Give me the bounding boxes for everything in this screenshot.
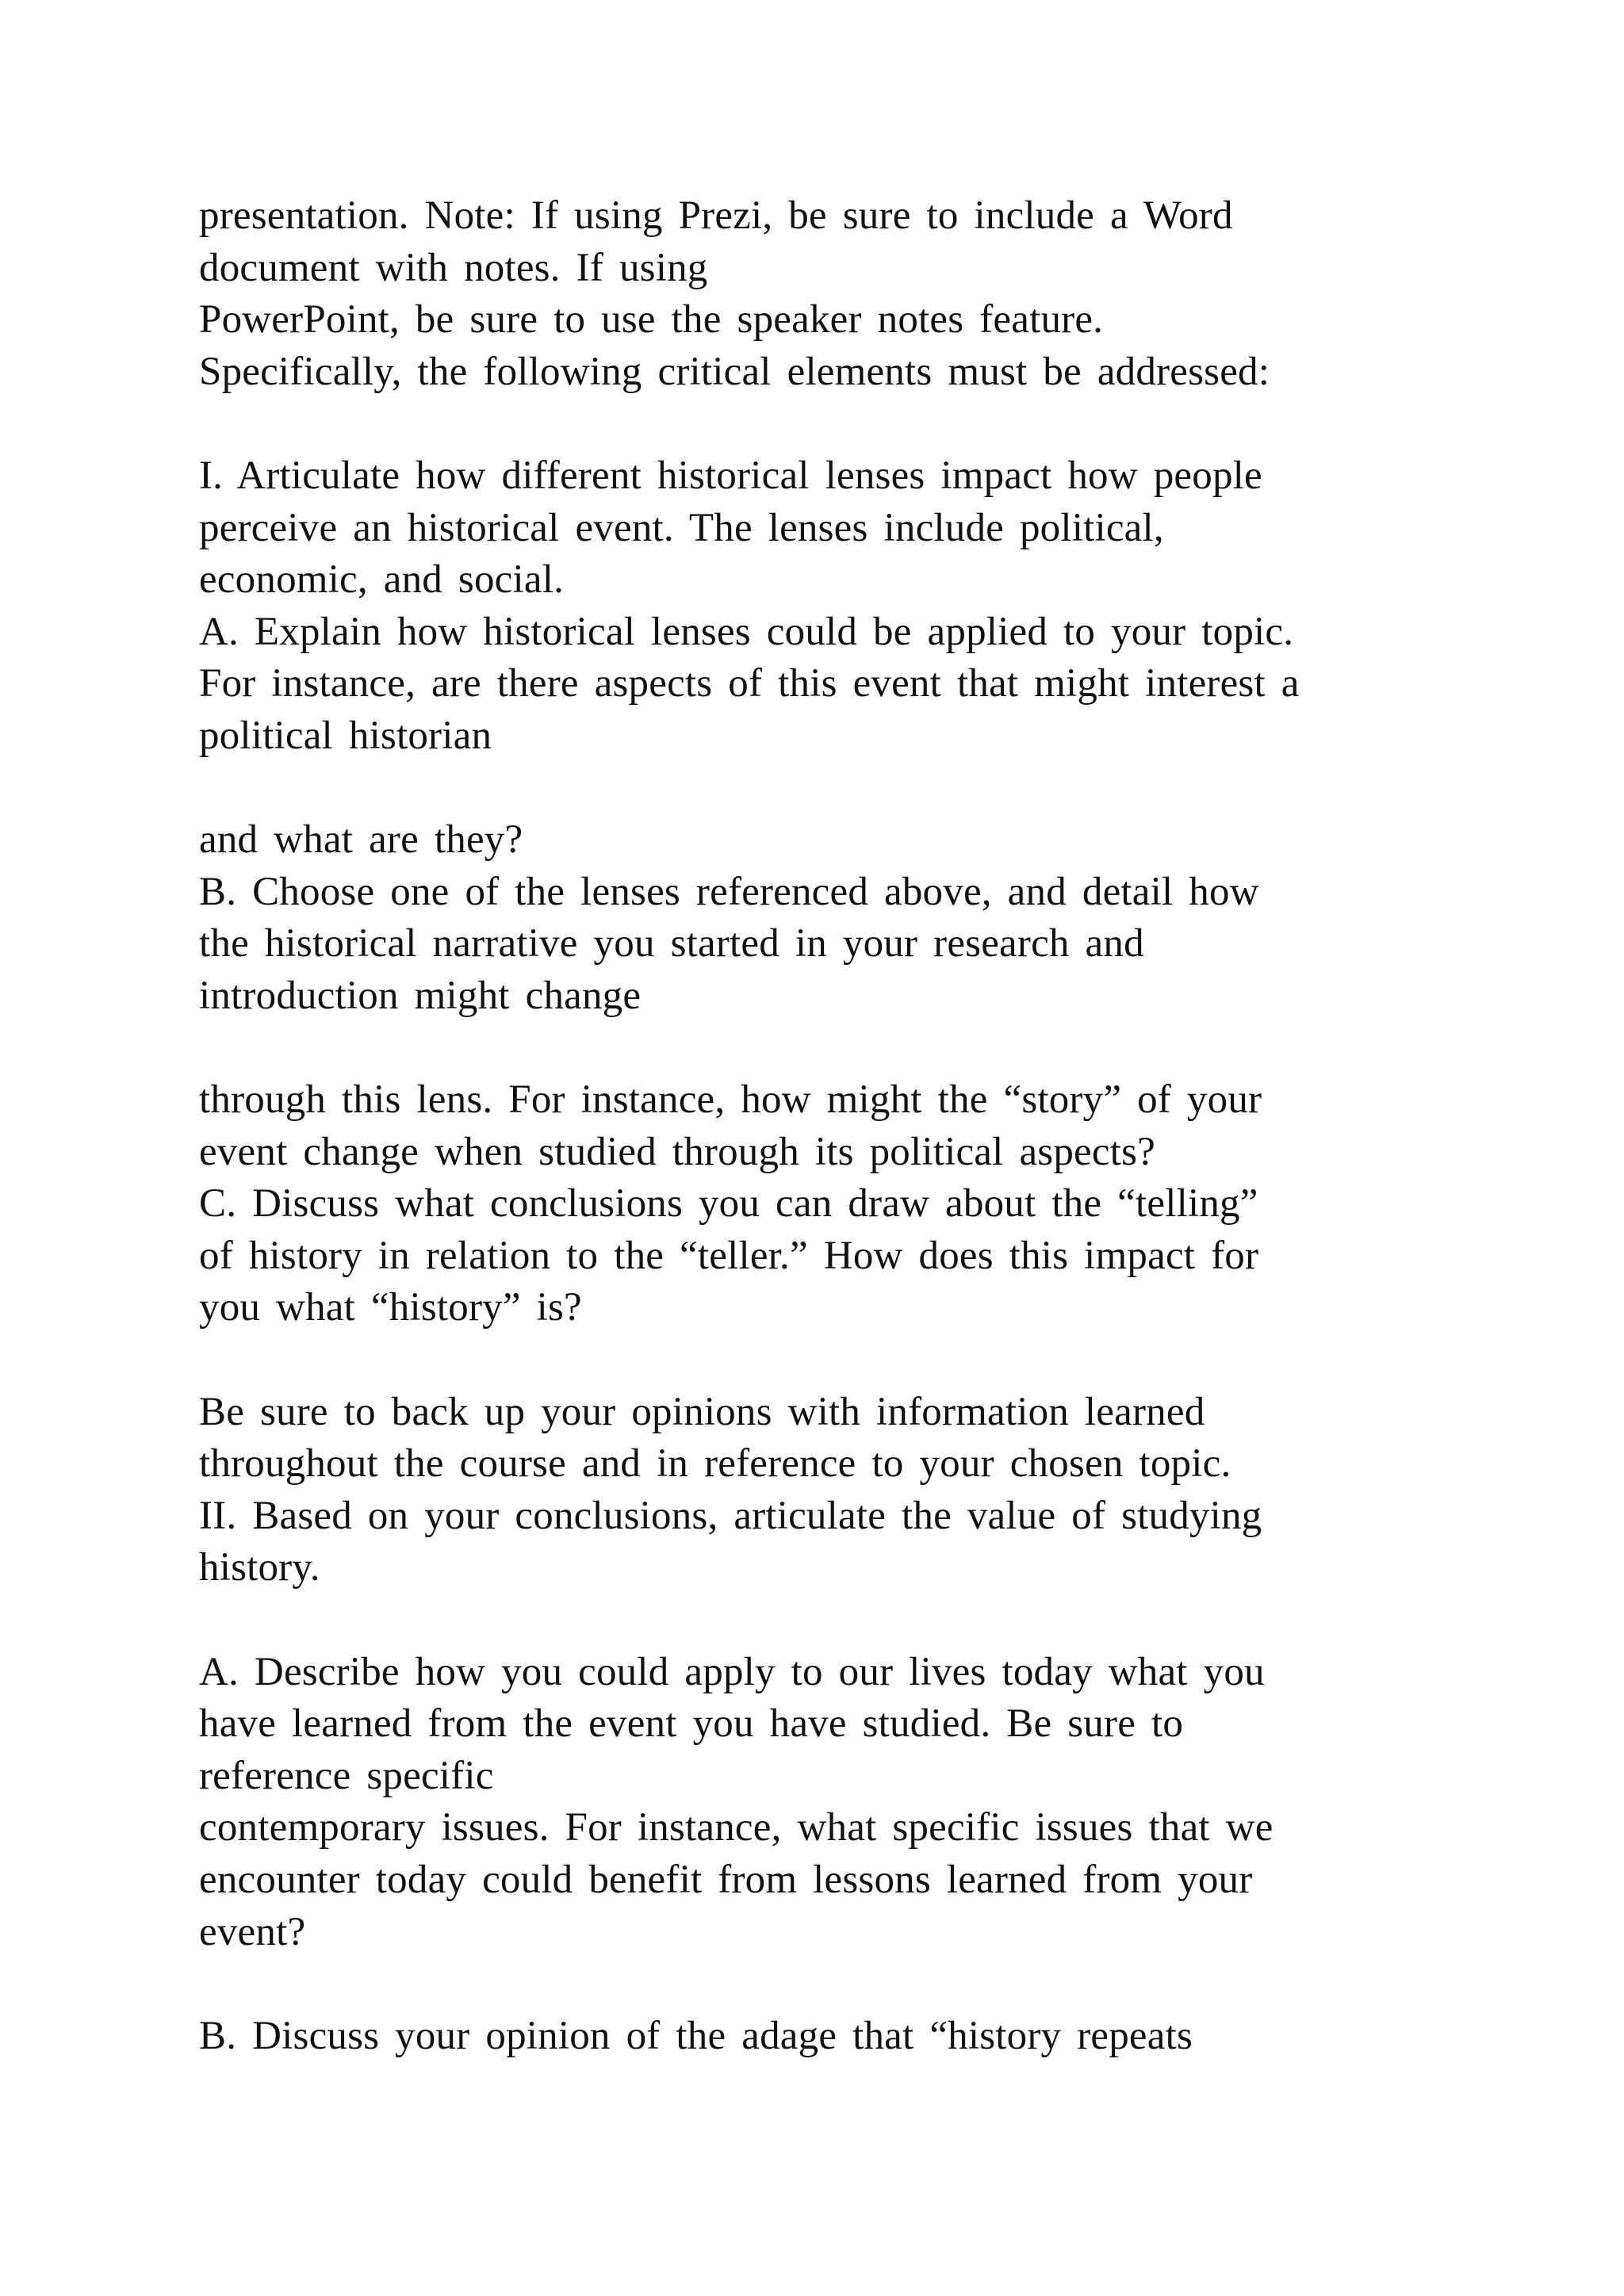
text-line: document with notes. If using xyxy=(199,245,708,290)
text-line: I. Articulate how different historical lenses impact how people xyxy=(199,453,1262,498)
text-line: A. Describe how you could apply to our lives today what you xyxy=(199,1649,1265,1694)
text-line: Be sure to back up your opinions with information learned xyxy=(199,1389,1205,1434)
blank-line xyxy=(199,1334,1507,1387)
blank-line xyxy=(199,1023,1507,1075)
text-line: of history in relation to the “teller.” How does this impact for xyxy=(199,1233,1259,1278)
text-line: and what are they? xyxy=(199,817,523,863)
text-line: you what “history” is? xyxy=(199,1285,582,1330)
text-line: the historical narrative you started in your research and xyxy=(199,921,1144,966)
blank-line xyxy=(199,1958,1507,2011)
text-line: PowerPoint, be sure to use the speaker notes feature. xyxy=(199,297,1104,342)
text-line: contemporary issues. For instance, what specific issues that we xyxy=(199,1805,1274,1850)
text-line: have learned from the event you have studied. Be sure to xyxy=(199,1701,1184,1747)
text-line: political historian xyxy=(199,713,492,758)
text-line: perceive an historical event. The lenses include political, xyxy=(199,505,1164,550)
text-line: II. Based on your conclusions, articulate the value of studying xyxy=(199,1493,1262,1538)
blank-line xyxy=(199,1594,1507,1647)
document-body xyxy=(199,190,1507,2062)
text-line: presentation. Note: If using Prezi, be sure to include a Word xyxy=(199,193,1233,238)
text-line: event? xyxy=(199,1909,306,1954)
text-line: Specifically, the following critical elements must be addressed: xyxy=(199,349,1270,394)
blank-line xyxy=(199,398,1507,450)
text-line: throughout the course and in reference to your chosen topic. xyxy=(199,1441,1231,1487)
text-line: reference specific xyxy=(199,1753,494,1798)
text-line: economic, and social. xyxy=(199,557,565,603)
text-line: event change when studied through its political aspects? xyxy=(199,1129,1155,1174)
text-line: introduction might change xyxy=(199,973,642,1018)
text-line: B. Choose one of the lenses referenced above, and detail how xyxy=(199,869,1259,914)
text-line: history. xyxy=(199,1545,320,1590)
text-line: through this lens. For instance, how might the “story” of your xyxy=(199,1077,1262,1123)
text-line: C. Discuss what conclusions you can draw about the “telling” xyxy=(199,1181,1258,1226)
blank-line xyxy=(199,763,1507,815)
text-line: encounter today could benefit from lessons learned from your xyxy=(199,1858,1253,1902)
text-line: A. Explain how historical lenses could be applied to your topic. xyxy=(199,609,1294,654)
text-line: B. Discuss your opinion of the adage that “history repeats xyxy=(199,2013,1193,2058)
text-line: For instance, are there aspects of this event that might interest a xyxy=(199,661,1300,706)
